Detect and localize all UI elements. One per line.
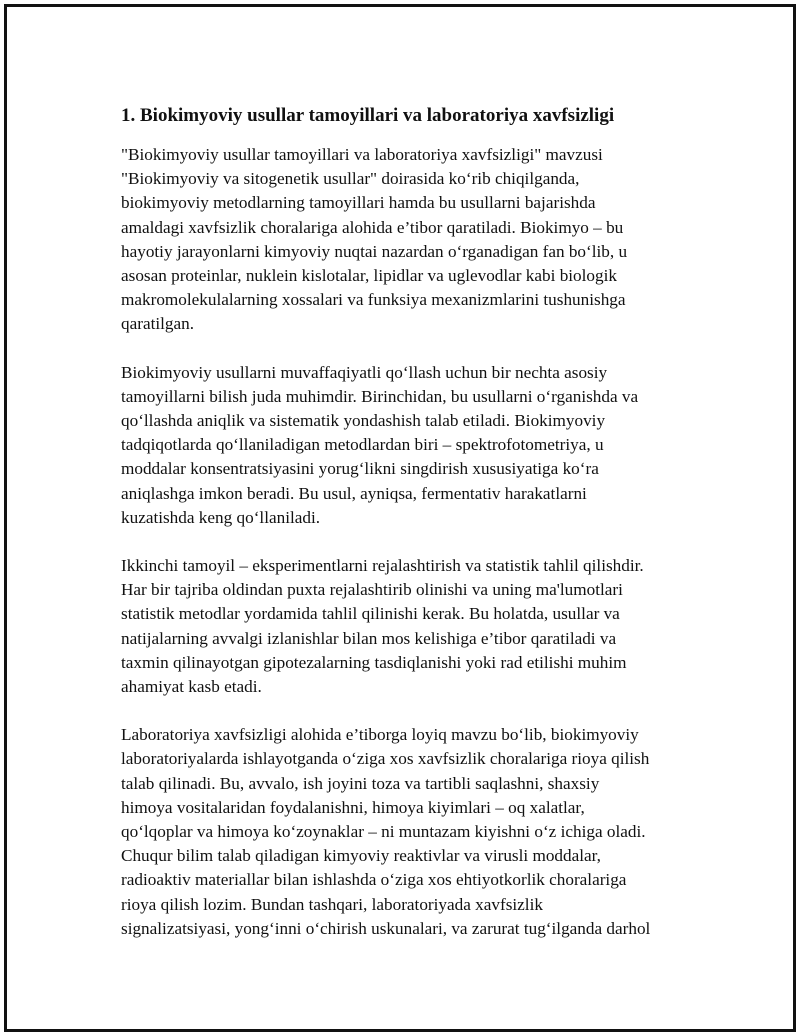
paragraph-2: Biokimyoviy usullarni muvaffaqiyatli qo‘llash uchun bir nechta asosiy tamoyillarni bilish juda muhimdir. Birinchidan, bu usullarni o‘rganishda va qo‘llashda aniqlik va sistematik yondashish talab etiladi. Biokimyoviy tadqiqotlarda qo‘llaniladigan metodlardan biri – spektrofotometriya, u moddalar konsentratsiyasini yorug‘likni singdirish xususiyatiga ko‘ra aniqlashga imkon beradi. Bu usul, ayniqsa, fermentativ harakatlarni kuzatishda keng qo‘llaniladi. <box>121 362 639 527</box>
page-frame <box>4 4 796 1032</box>
paragraph-4: Laboratoriya xavfsizligi alohida e’tiborga loyiq mavzu bo‘lib, biokimyoviy laboratoriyalarda ishlayotganda o‘ziga xos xavfsizlik choralariga rioya qilish talab qilinadi. Bu, avvalo, ish joyini toza va tartibli saqlashni, shaxsiy himoya vositalaridan foydalanishni, himoya kiyimlari – oq xalatlar, qo‘lqoplar va himoya ko‘zoynaklar – ni muntazam kiyishni o‘z ichiga oladi. Chuqur bilim talab qiladigan kimyoviy reaktivlar va virusli moddalar, radioaktiv materiallar bilan ishlashda o‘ziga xos ehtiyotkorlik choralariga rioya qilish lozim. Bundan tashqari, laboratoriyada xavfsizlik signalizatsiyasi, yong‘inni o‘chirish uskunalari, va zarurat tug‘ilganda darhol <box>121 725 651 938</box>
paragraph-1: "Biokimyoviy usullar tamoyillari va laboratoriya xavfsizligi" mavzusi "Biokimyoviy va sitogenetik usullar" doirasida ko‘rib chiqilganda, biokimyoviy metodlarning tamoyillari hamda bu usullarni bajarishda amaldagi xavfsizlik choralariga alohida e’tibor qaratiladi. Biokimyo – bu hayotiy jarayonlarni kimyoviy nuqtai nazardan o‘rganadigan fan bo‘lib, u asosan proteinlar, nuklein kislotalar, lipidlar va uglevodlar kabi biologik makromolekulalarning xossalari va funksiya mexanizmlarini tushunishga qaratilgan. <box>121 145 628 334</box>
document-body <box>121 103 701 941</box>
section-heading: 1. Biokimyoviy usullar tamoyillari va laboratoriya xavfsizligi <box>121 105 615 126</box>
paragraph-3: Ikkinchi tamoyil – eksperimentlarni rejalashtirish va statistik tahlil qilishdir. Har bir tajriba oldindan puxta rejalashtirib olinishi va uning ma'lumotlari statistik metodlar yordamida tahlil qilinishi kerak. Bu holatda, usullar va natijalarning avvalgi izlanishlar bilan mos kelishiga e’tibor qaratiladi va taxmin qilinayotgan gipotezalarning tasdiqlanishi yoki rad etilishi muhim ahamiyat kasb etadi. <box>121 556 644 697</box>
